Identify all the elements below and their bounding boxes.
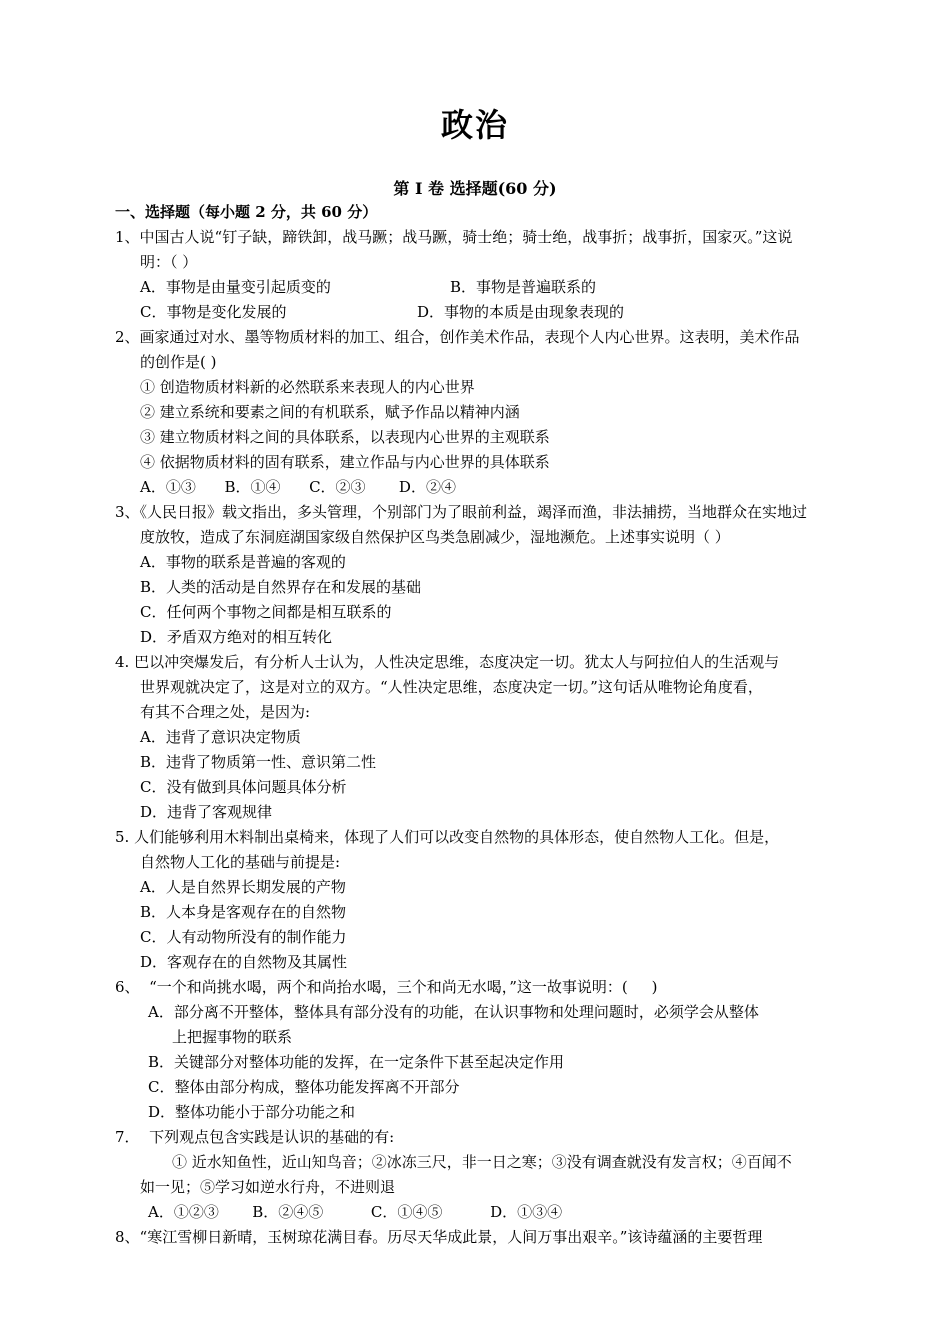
question-7-items-cont: 如一见；⑤学习如逆水行舟，不进则退 — [140, 1178, 396, 1196]
question-5 — [115, 825, 840, 975]
option-d: D．客观存在的自然物及其属性 — [140, 953, 348, 971]
question-1-options-row2 — [115, 300, 840, 325]
option-d: D．事物的本质是由现象表现的 — [417, 303, 625, 321]
option-a-cont: 上把握事物的联系 — [172, 1028, 293, 1046]
question-2-item-4: ④ 依据物质材料的固有联系，建立作品与内心世界的具体联系 — [140, 453, 550, 471]
question-7-items: ① 近水知鱼性，近山知鸟音；②冰冻三尺，非一日之寒；③没有调查就没有发言权；④百闻不 — [172, 1153, 792, 1171]
option-a: A．事物的联系是普遍的客观的 — [140, 553, 346, 571]
question-2-item-2: ② 建立系统和要素之间的有机联系，赋予作品以精神内涵 — [140, 403, 520, 421]
question-5-stem-cont: 自然物人工化的基础与前提是: — [140, 853, 341, 871]
question-7-stem: 7． 下列观点包含实践是认识的基础的有: — [115, 1128, 395, 1146]
option-d: D．违背了客观规律 — [140, 803, 273, 821]
question-2-stem-cont: 的创作是( ) — [140, 353, 217, 371]
option-a: A．部分离不开整体，整体具有部分没有的功能，在认识事物和处理问题时，必须学会从整体 — [148, 1003, 759, 1021]
option-a: A．事物是由量变引起质变的 — [140, 278, 331, 296]
question-2-options: A．①③ B．①④ C．②③ D．②④ — [140, 478, 456, 496]
option-c: C．没有做到具体问题具体分析 — [140, 778, 347, 796]
part-heading: 一、选择题（每小题 2 分，共 60 分） — [115, 203, 378, 221]
option-b: B．关键部分对整体功能的发挥，在一定条件下甚至起决定作用 — [148, 1053, 565, 1071]
option-b: B．人本身是客观存在的自然物 — [140, 903, 347, 921]
question-2-stem: 2、画家通过对水、墨等物质材料的加工、组合，创作美术作品，表现个人内心世界。这表明，美术作品 — [115, 328, 800, 346]
option-c: C．任何两个事物之间都是相互联系的 — [140, 603, 392, 621]
question-8 — [115, 1225, 840, 1250]
question-3-stem-cont: 度放牧，造成了东洞庭湖国家级自然保护区鸟类急剧减少，湿地濒危。上述事实说明（ ） — [140, 528, 730, 546]
question-7 — [115, 1125, 840, 1225]
question-2-item-3: ③ 建立物质材料之间的具体联系，以表现内心世界的主观联系 — [140, 428, 550, 446]
question-7-options: A．①②③ B．②④⑤ C．①④⑤ D．①③④ — [148, 1203, 563, 1221]
option-c: C．事物是变化发展的 — [140, 303, 287, 321]
question-1 — [115, 225, 840, 325]
option-d: D．整体功能小于部分功能之和 — [148, 1103, 356, 1121]
question-2 — [115, 325, 840, 500]
option-c: C．人有动物所没有的制作能力 — [140, 928, 347, 946]
option-b: B．违背了物质第一性、意识第二性 — [140, 753, 377, 771]
question-1-stem: 1、中国古人说“钉子缺，蹄铁卸，战马蹶；战马蹶，骑士绝；骑士绝，战事折；战事折，国家灭。”这说 — [115, 228, 793, 246]
option-a: A．违背了意识决定物质 — [140, 728, 301, 746]
question-1-options-row1 — [115, 275, 840, 300]
option-b: B．人类的活动是自然界存在和发展的基础 — [140, 578, 422, 596]
question-6-stem: 6、 “一个和尚挑水喝，两个和尚抬水喝，三个和尚无水喝，”这一故事说明：( ) — [115, 978, 658, 996]
option-c: C．整体由部分构成，整体功能发挥离不开部分 — [148, 1078, 460, 1096]
option-a: A．人是自然界长期发展的产物 — [140, 878, 346, 896]
question-5-stem: 5. 人们能够利用木料制出桌椅来，体现了人们可以改变自然物的具体形态，使自然物人工化。但是， — [115, 828, 780, 846]
question-2-item-1: ① 创造物质材料新的必然联系来表现人的内心世界 — [140, 378, 475, 396]
question-4-stem: 4. 巴以冲突爆发后，有分析人士认为，人性决定思维，态度决定一切。犹太人与阿拉伯人的生活观与 — [115, 653, 780, 671]
question-8-stem: 8、“寒江雪柳日新晴，玉树琼花满目春。历尽天华成此景，人间万事出艰辛。”该诗蕴涵的主要哲理 — [115, 1228, 763, 1246]
question-4-stem-cont-2: 有其不合理之处，是因为: — [140, 703, 311, 721]
question-1-stem-cont: 明：（ ） — [140, 253, 198, 271]
option-d: D．矛盾双方绝对的相互转化 — [140, 628, 333, 646]
question-3 — [115, 500, 840, 650]
option-b: B．事物是普遍联系的 — [450, 278, 597, 296]
section-title: 第 I 卷 选择题(60 分) — [393, 179, 557, 198]
question-3-stem: 3、《人民日报》载文指出，多头管理，个别部门为了眼前利益，竭泽而渔，非法捕捞，当地群众在实地过 — [115, 503, 808, 521]
question-6 — [115, 975, 840, 1125]
exam-content — [115, 200, 840, 1250]
question-4-stem-cont: 世界观就决定了，这是对立的双方。“人性决定思维，态度决定一切。”这句话从唯物论角度看， — [140, 678, 763, 696]
question-4 — [115, 650, 840, 825]
page-title: 政治 — [440, 106, 509, 144]
